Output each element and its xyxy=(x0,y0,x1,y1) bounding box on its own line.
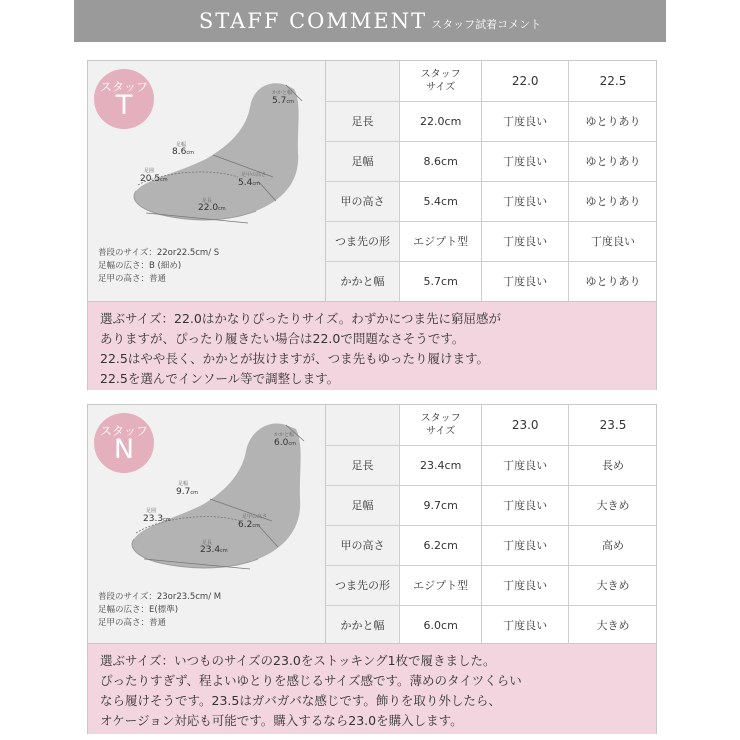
foot-width-label: 足幅 xyxy=(176,142,187,148)
staff-comment xyxy=(88,301,656,390)
comment-line: ぴったりすぎず、程よいゆとりを感じるサイズ感です。薄めのタイツくらい xyxy=(100,673,522,688)
staff-size-header: スタッフ サイズ xyxy=(399,405,481,445)
table-cell: 大きめ xyxy=(568,485,657,525)
table-cell: 8.6cm xyxy=(399,141,481,181)
row-label: かかと幅 xyxy=(326,605,399,645)
table-row xyxy=(326,181,657,221)
foot-circumference-value: 23.3cm xyxy=(143,514,171,524)
instep-height-text: 足甲の高さ：普通 xyxy=(98,618,167,628)
comment-line: 選ぶサイズ：22.0はかなりぴったりサイズ。わずかにつま先に窮屈感が xyxy=(100,311,501,326)
size-col-2-header: 23.5 xyxy=(568,405,657,445)
instep-height-label: 足甲の高さ xyxy=(241,172,267,178)
size-col-2-header: 22.5 xyxy=(568,61,657,101)
foot-length-value: 22.0cm xyxy=(198,203,226,213)
table-cell: 丁度良い xyxy=(482,565,569,605)
heel-width-label: かかと幅 xyxy=(274,432,295,438)
table-cell: 9.7cm xyxy=(399,485,481,525)
table-cell: エジプト型 xyxy=(399,565,481,605)
table-cell: 丁度良い xyxy=(482,141,569,181)
table-cell: 5.4cm xyxy=(399,181,481,221)
table-corner xyxy=(326,405,399,445)
size-table xyxy=(326,405,657,646)
row-label: 足長 xyxy=(326,445,399,485)
table-cell: 6.2cm xyxy=(399,525,481,565)
foot-width-label: 足幅 xyxy=(178,481,189,487)
foot-circumference-value: 20.5cm xyxy=(140,174,168,184)
table-row xyxy=(326,141,657,181)
table-cell: エジプト型 xyxy=(399,221,481,261)
table-row xyxy=(326,525,657,565)
table-cell: ゆとりあり xyxy=(568,101,657,141)
foot-length-value: 23.4cm xyxy=(200,545,228,555)
table-cell: 丁度良い xyxy=(482,445,569,485)
row-label: 甲の高さ xyxy=(326,181,399,221)
staff-size-header: スタッフ サイズ xyxy=(399,61,481,101)
table-cell: 大きめ xyxy=(568,605,657,645)
table-cell: 丁度良い xyxy=(482,101,569,141)
usual-size-text: 普段のサイズ：22or22.5cm/ S xyxy=(98,248,220,258)
staff-panel-n xyxy=(87,404,657,734)
table-cell: 丁度良い xyxy=(482,605,569,645)
table-row xyxy=(326,565,657,605)
header-title-en: STAFF COMMENT xyxy=(198,9,428,33)
foot-width-text: 足幅の広さ：B (細め) xyxy=(98,261,182,271)
table-cell: ゆとりあり xyxy=(568,141,657,181)
staff-badge xyxy=(94,69,154,129)
comment-line: 22.5はやや長く、かかとが抜けますが、つま先もゆったり履けます。 xyxy=(100,351,489,366)
table-header-row xyxy=(326,61,657,101)
row-label: 足長 xyxy=(326,101,399,141)
foot-width-value: 8.6cm xyxy=(172,147,194,157)
size-table xyxy=(326,61,657,302)
size-col-1-header: 22.0 xyxy=(482,61,569,101)
instep-height-value: 5.4cm xyxy=(238,178,260,188)
staff-badge xyxy=(94,413,154,473)
header-title-jp: スタッフ試着コメント xyxy=(431,18,542,31)
comment-line: 選ぶサイズ：いつものサイズの23.0をストッキング1枚で履きました。 xyxy=(100,653,496,668)
heel-width-value: 5.7cm xyxy=(272,96,294,106)
staff-badge-label: スタッフ xyxy=(99,80,148,94)
table-cell: 丁度良い xyxy=(482,261,569,301)
table-cell: 6.0cm xyxy=(399,605,481,645)
table-header-row xyxy=(326,405,657,445)
staff-badge-label: スタッフ xyxy=(99,424,148,438)
table-cell: ゆとりあり xyxy=(568,261,657,301)
table-row xyxy=(326,445,657,485)
foot-width-text: 足幅の広さ：E(標準) xyxy=(98,605,179,615)
row-label: かかと幅 xyxy=(326,261,399,301)
foot-width-value: 9.7cm xyxy=(176,487,198,497)
table-cell: 長め xyxy=(568,445,657,485)
staff-info xyxy=(98,591,221,630)
table-cell: 丁度良い xyxy=(482,221,569,261)
heel-width-value: 6.0cm xyxy=(274,438,296,448)
staff-badge-letter: N xyxy=(113,434,135,465)
table-row xyxy=(326,261,657,301)
row-label: 足幅 xyxy=(326,485,399,525)
foot-circumference-label: 足囲 xyxy=(144,168,155,174)
staff-badge-letter: T xyxy=(115,90,133,121)
table-cell: 23.4cm xyxy=(399,445,481,485)
comment-line: 22.5を選んでインソール等で調整します。 xyxy=(100,371,340,386)
table-row xyxy=(326,221,657,261)
foot-length-label: 足長 xyxy=(202,540,213,546)
section-header xyxy=(74,0,666,42)
foot-illustration-area xyxy=(88,405,326,643)
row-label: 足幅 xyxy=(326,141,399,181)
instep-height-label: 足甲の高さ xyxy=(242,514,268,520)
staff-info xyxy=(98,247,219,286)
size-col-1-header: 23.0 xyxy=(482,405,569,445)
table-row xyxy=(326,101,657,141)
comment-line: なら履けそうです。23.5はガバガバな感じです。飾りを取り外したら、 xyxy=(100,693,501,708)
row-label: つま先の形 xyxy=(326,565,399,605)
instep-height-text: 足甲の高さ：普通 xyxy=(98,274,167,284)
table-corner xyxy=(326,61,399,101)
usual-size-text: 普段のサイズ：23or23.5cm/ M xyxy=(98,592,222,602)
foot-illustration-area xyxy=(88,61,326,301)
foot-length-label: 足長 xyxy=(202,198,213,204)
heel-width-label: かかと幅 xyxy=(272,90,293,96)
comment-line: オケージョン対応も可能です。購入するなら23.0を購入します。 xyxy=(100,713,463,728)
foot-circumference-label: 足囲 xyxy=(146,508,157,514)
row-label: 甲の高さ xyxy=(326,525,399,565)
instep-height-value: 6.2cm xyxy=(238,520,260,530)
table-cell: 丁度良い xyxy=(482,485,569,525)
table-cell: 22.0cm xyxy=(399,101,481,141)
staff-panel-t xyxy=(87,60,657,390)
table-row xyxy=(326,605,657,645)
table-cell: 丁度良い xyxy=(482,181,569,221)
row-label: つま先の形 xyxy=(326,221,399,261)
staff-comment xyxy=(88,643,656,734)
table-cell: ゆとりあり xyxy=(568,181,657,221)
comment-line: ありますが、ぴったり履きたい場合は22.0で問題なさそうです。 xyxy=(100,331,465,346)
table-cell: 丁度良い xyxy=(568,221,657,261)
table-cell: 高め xyxy=(568,525,657,565)
table-cell: 丁度良い xyxy=(482,525,569,565)
table-cell: 大きめ xyxy=(568,565,657,605)
table-row xyxy=(326,485,657,525)
table-cell: 5.7cm xyxy=(399,261,481,301)
